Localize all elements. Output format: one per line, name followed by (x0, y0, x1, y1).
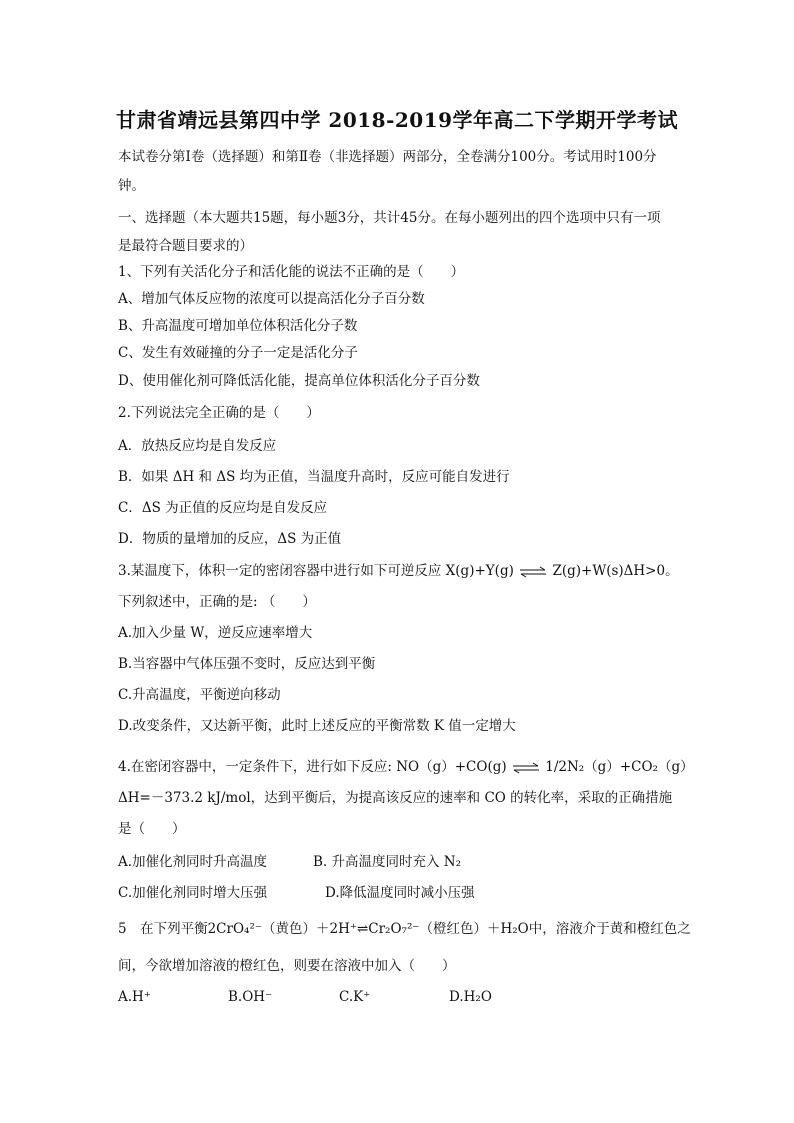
q3-stem-right: Z(g)+W(s)ΔH>0。 (552, 563, 679, 579)
q3-option-c: C.升高温度，平衡逆向移动 (118, 687, 281, 703)
q3-option-a: A.加入少量 W，逆反应速率增大 (118, 625, 313, 641)
q5-option-a: A.H⁺ (118, 989, 151, 1005)
q3-option-b: B.当容器中气体压强不变时，反应达到平衡 (118, 656, 376, 672)
q4-option-c: C.加催化剂同时增大压强 (118, 885, 268, 901)
q4-stem-2: ΔH=－373.2 kJ/mol，达到平衡后，为提高该反应的速率和 CO 的转化率，采取的正确措施 (118, 790, 673, 806)
equilibrium-arrow-icon (518, 566, 548, 578)
q5-option-d: D.H₂O (449, 989, 492, 1005)
q3-stem-left: 3.某温度下，体积一定的密闭容器中进行如下可逆反应 X(g)+Y(g) (118, 563, 514, 579)
q1-option-b: B、升高温度可增加单位体积活化分子数 (118, 318, 358, 334)
q1-option-c: C、发生有效碰撞的分子一定是活化分子 (118, 345, 358, 361)
section-heading-line-2: 是最符合题目要求的） (118, 238, 253, 254)
intro-line-2: 钟。 (118, 178, 145, 194)
q3-stem-2: 下列叙述中，正确的是: （ ） (118, 594, 316, 610)
q4-stem-3: 是（ ） (118, 821, 186, 837)
q2-stem: 2.下列说法完全正确的是（ ） (118, 405, 320, 421)
q5-option-b: B.OH⁻ (228, 989, 273, 1005)
q4-option-b: B. 升高温度同时充入 N₂ (313, 854, 462, 870)
q4-stem-right: 1/2N₂（g）+CO₂（g） (545, 759, 694, 775)
q5-stem: 5 在下列平衡2CrO₄²⁻（黄色）＋2H⁺⇌Cr₂O₇²⁻（橙红色）＋H₂O中，溶液介于黄和橙红色之 (118, 921, 691, 937)
q4-option-a: A.加催化剂同时升高温度 (118, 854, 268, 870)
q5-stem-2: 间，今欲增加溶液的橙红色，则要在溶液中加入（ ） (118, 958, 456, 974)
equilibrium-arrow-icon (511, 762, 541, 774)
q4-option-d: D.降低温度同时减小压强 (325, 885, 475, 901)
q5-option-c: C.K⁺ (339, 989, 371, 1005)
q2-option-b: B．如果 ΔH 和 ΔS 均为正值，当温度升高时，反应可能自发进行 (118, 469, 510, 485)
q3-stem (118, 562, 679, 580)
q1-option-d: D、使用催化剂可降低活化能，提高单位体积活化分子百分数 (118, 373, 480, 389)
intro-line-1: 本试卷分第Ⅰ卷（选择题）和第Ⅱ卷（非选择题）两部分，全卷满分100分。考试用时100分 (118, 149, 657, 165)
q2-option-d: D．物质的量增加的反应，ΔS 为正值 (118, 531, 342, 547)
q4-stem (118, 758, 694, 776)
q3-option-d: D.改变条件，又达新平衡，此时上述反应的平衡常数 K 值一定增大 (118, 718, 516, 734)
exam-title: 甘肃省靖远县第四中学 2018-2019学年高二下学期开学考试 (115, 108, 679, 132)
q2-option-c: C．ΔS 为正值的反应均是自发反应 (118, 500, 328, 516)
q1-stem: 1、下列有关活化分子和活化能的说法不正确的是（ ） (118, 264, 465, 280)
section-heading-line-1: 一、选择题（本大题共15题，每小题3分，共计45分。在每小题列出的四个选项中只有一项 (118, 210, 661, 226)
q1-option-a: A、增加气体反应物的浓度可以提高活化分子百分数 (118, 291, 425, 307)
q4-stem-left: 4.在密闭容器中，一定条件下，进行如下反应: NO（g）+CO(g) (118, 759, 507, 775)
q2-option-a: A．放热反应均是自发反应 (118, 438, 277, 454)
